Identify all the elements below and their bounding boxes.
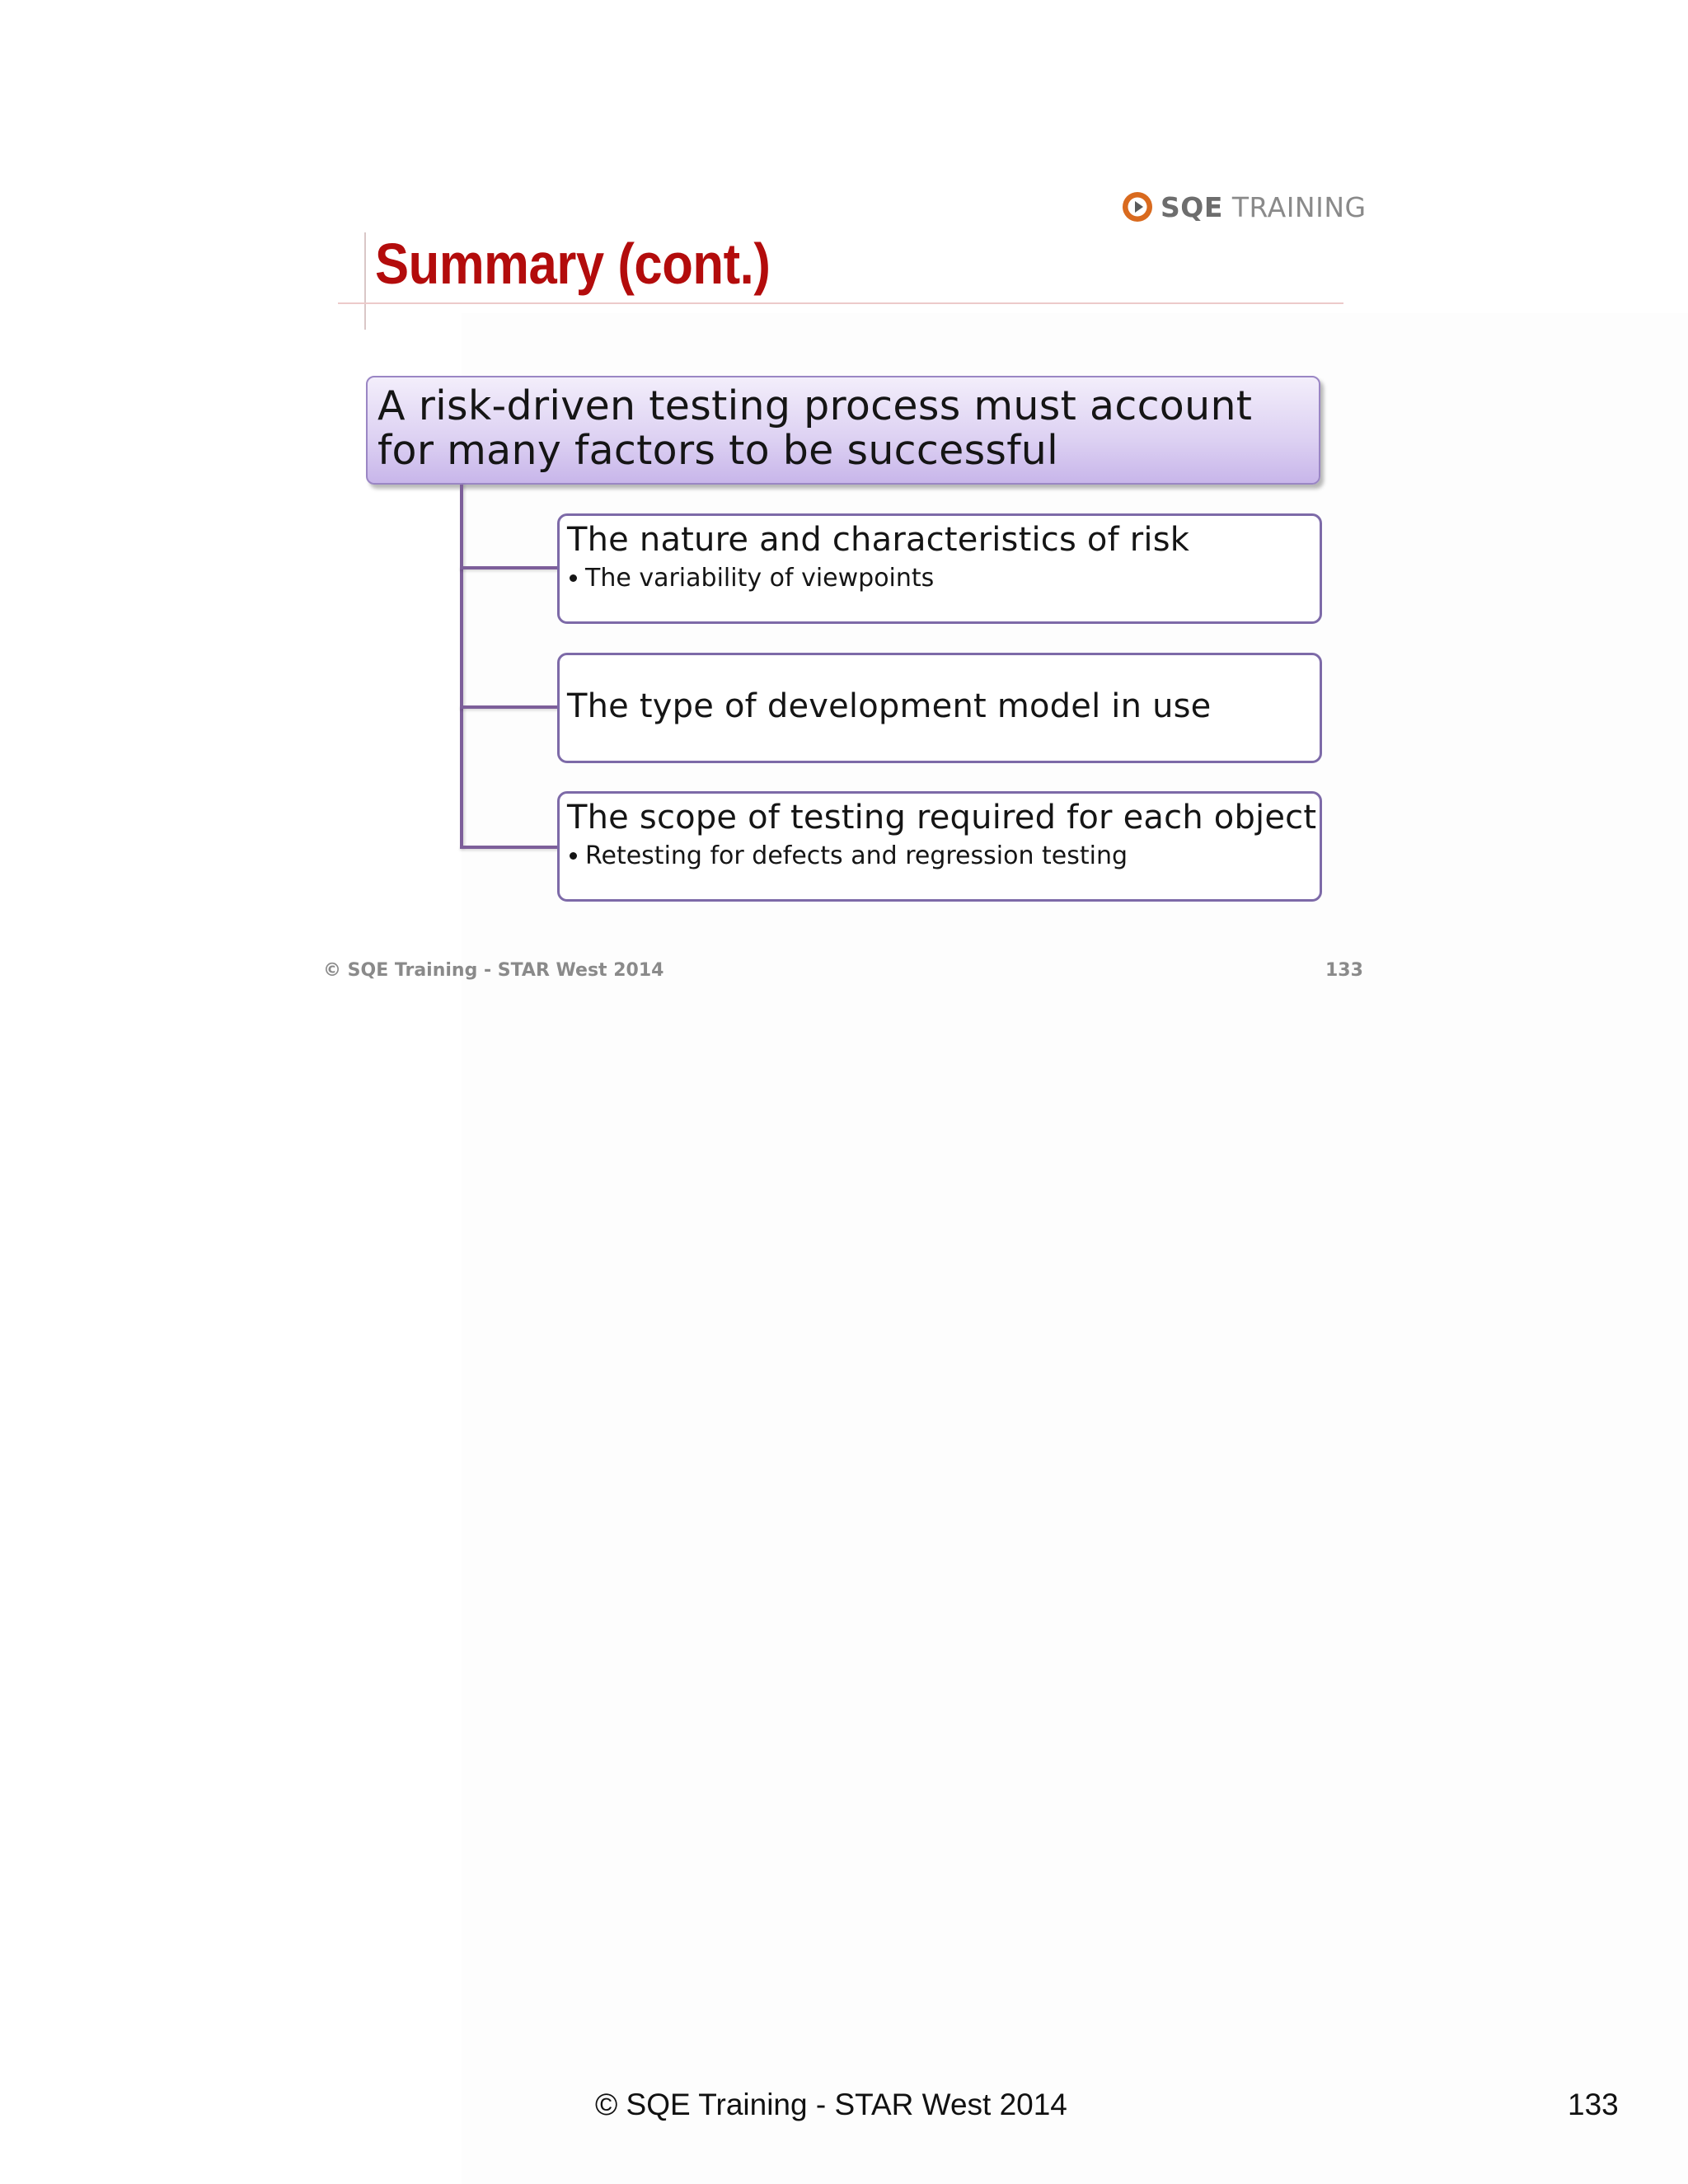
diagram-child-bullet <box>567 841 1313 870</box>
page-footer-copyright: © SQE Training - STAR West 2014 <box>595 2088 1067 2121</box>
title-vertical-rule <box>364 232 366 330</box>
diagram-child-heading: The type of development model in use <box>567 687 1212 725</box>
slide-footer-page-number: 133 <box>1325 960 1363 981</box>
page-footer-page-number: 133 <box>1568 2088 1619 2121</box>
sqe-play-icon <box>1121 190 1154 223</box>
logo-text-rest: TRAINING <box>1231 190 1367 223</box>
slide-footer-copyright: © SQE Training - STAR West 2014 <box>323 960 664 981</box>
diagram-child-box <box>557 513 1322 624</box>
diagram-child-bullet-text: The variability of viewpoints <box>585 564 935 593</box>
diagram-root-text: A risk-driven testing process must account for many factors to be successful <box>377 382 1253 474</box>
logo-wordmark <box>1160 191 1367 223</box>
diagram-child-heading: The nature and characteristics of risk <box>567 521 1190 559</box>
bullet-icon <box>570 852 577 860</box>
diagram-connector-branch <box>460 566 559 569</box>
diagram-connector-branch <box>460 705 559 709</box>
diagram-child-bullet-text: Retesting for defects and regression testing <box>585 841 1128 870</box>
logo-text-bold: SQE <box>1160 190 1223 223</box>
diagram-connector-branch <box>460 846 559 849</box>
diagram-child-box <box>557 791 1322 902</box>
sqe-training-logo <box>1121 188 1367 226</box>
diagram-child-box <box>557 653 1322 763</box>
diagram-root-box <box>366 376 1320 485</box>
diagram-child-heading: The scope of testing required for each object <box>567 799 1317 837</box>
title-horizontal-rule <box>338 302 1343 304</box>
diagram-child-bullet <box>567 564 1313 593</box>
page-title: Summary (cont.) <box>375 232 771 296</box>
bullet-icon <box>570 574 577 582</box>
diagram-connector-trunk <box>460 485 463 849</box>
